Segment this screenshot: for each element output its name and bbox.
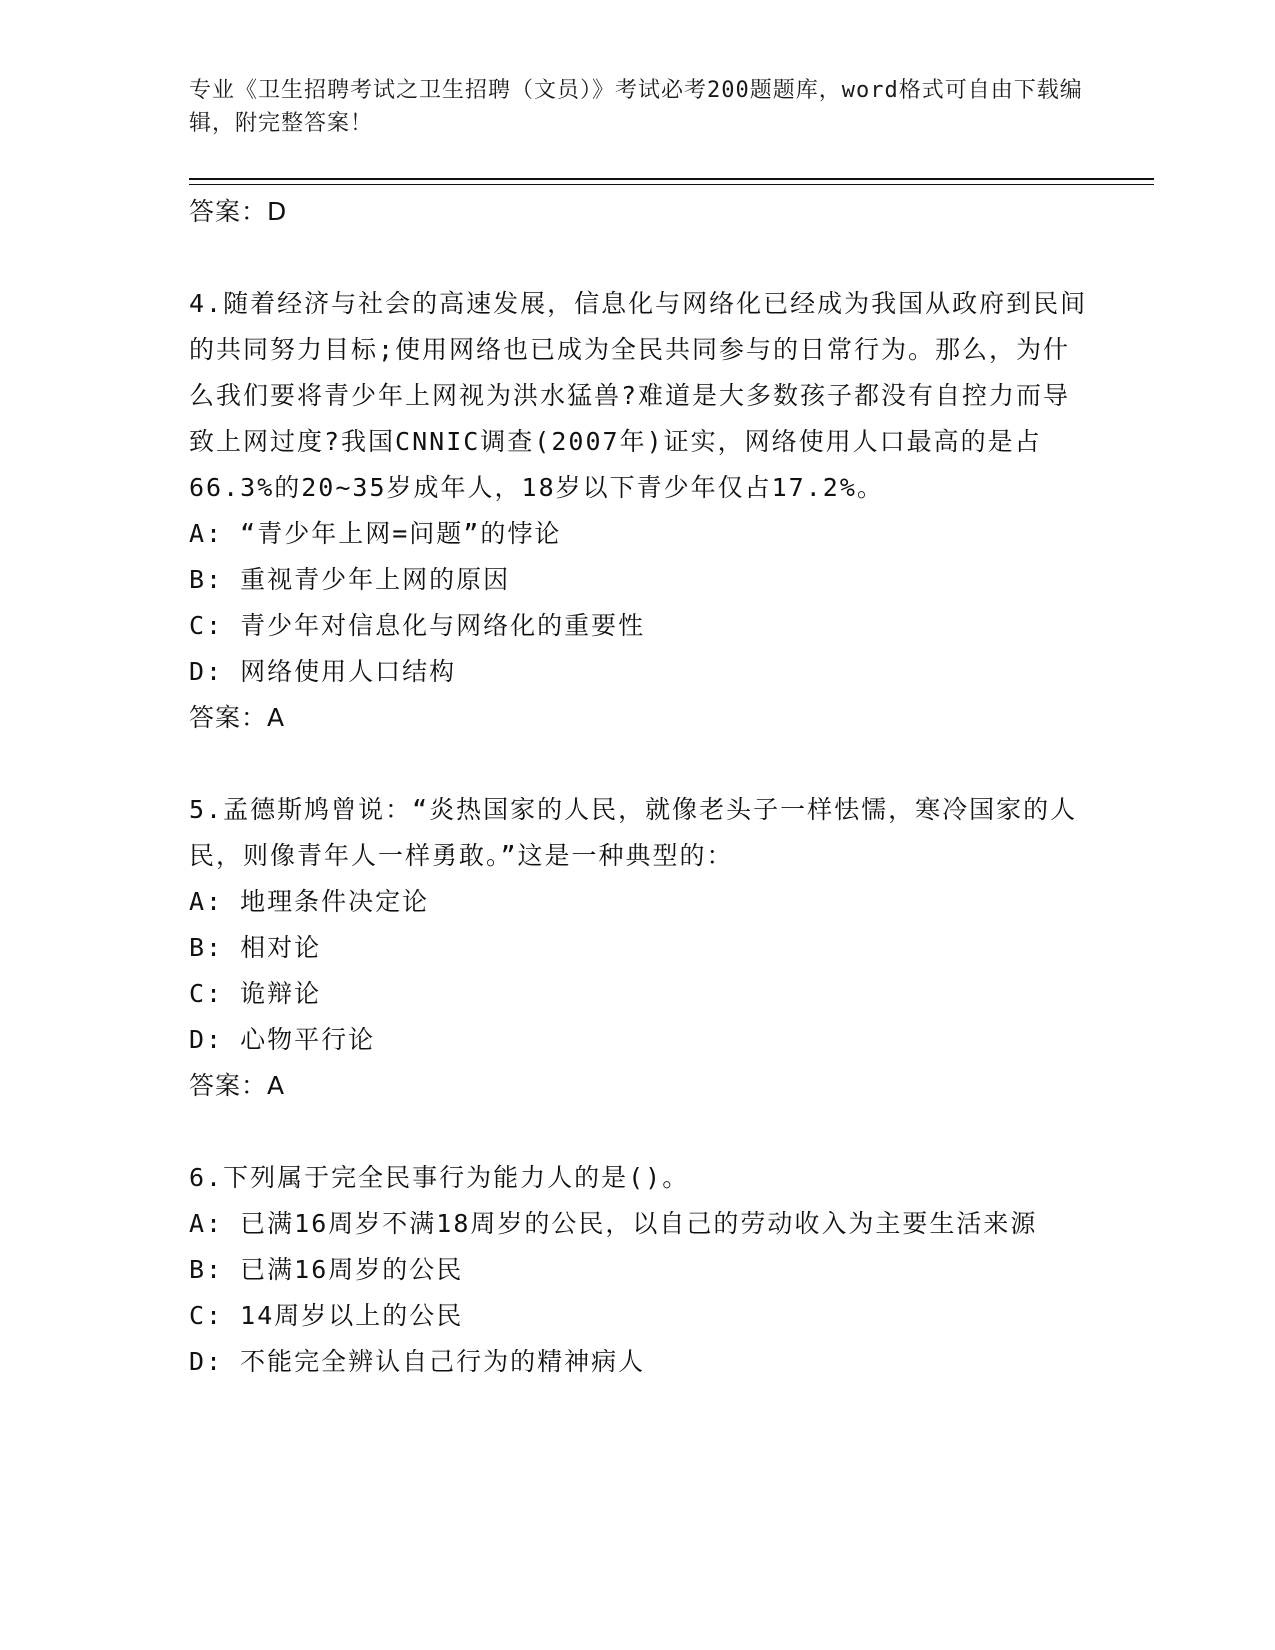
option-text: 青少年对信息化与网络化的重要性 bbox=[240, 611, 646, 640]
option-letter: B: bbox=[189, 933, 224, 962]
option-b bbox=[189, 1247, 1089, 1293]
option-letter: B: bbox=[189, 1255, 224, 1284]
spacer bbox=[189, 741, 1089, 787]
header-rule-thin bbox=[189, 184, 1154, 185]
option-d bbox=[189, 1339, 1089, 1385]
option-text: 已满16周岁的公民 bbox=[240, 1255, 464, 1284]
question-list bbox=[189, 189, 1089, 1385]
option-a bbox=[189, 879, 1089, 925]
spacer bbox=[189, 235, 1089, 281]
question-answer: 答案：A bbox=[189, 1071, 286, 1100]
option-b bbox=[189, 557, 1089, 603]
option-a bbox=[189, 511, 1089, 557]
question-answer: 答案：A bbox=[189, 703, 286, 732]
option-text: 诡辩论 bbox=[240, 979, 322, 1008]
option-text: 重视青少年上网的原因 bbox=[240, 565, 511, 594]
question-5 bbox=[189, 787, 1089, 1109]
option-c bbox=[189, 1293, 1089, 1339]
option-letter: B: bbox=[189, 565, 224, 594]
header-rule-thick bbox=[189, 178, 1154, 180]
previous-answer: 答案：D bbox=[189, 197, 288, 226]
option-text: 不能完全辨认自己行为的精神病人 bbox=[240, 1347, 646, 1376]
question-stem: 6.下列属于完全民事行为能力人的是()。 bbox=[189, 1163, 690, 1192]
page-header-title: 专业《卫生招聘考试之卫生招聘（文员）》考试必考200题题库，word格式可自由下载编辑，附完整答案！ bbox=[189, 78, 1083, 136]
option-c bbox=[189, 971, 1089, 1017]
option-d bbox=[189, 1017, 1089, 1063]
question-stem: 4.随着经济与社会的高速发展，信息化与网络化已经成为我国从政府到民间的共同努力目标;使用网络也已成为全民共同参与的日常行为。那么，为什么我们要将青少年上网视为洪水猛兽?难道是大多数孩子都没有自控力而导致上网过度?我国CNNIC调查(2007年)证实，网络使用人口最高的是占66.3%的20~35岁成年人，18岁以下青少年仅占17.2%。 bbox=[189, 289, 1088, 502]
spacer bbox=[189, 1109, 1089, 1155]
option-c bbox=[189, 603, 1089, 649]
question-stem: 5.孟德斯鸠曾说：“炎热国家的人民，就像老头子一样怯懦，寒冷国家的人民，则像青年人一样勇敢。”这是一种典型的： bbox=[189, 795, 1078, 870]
option-letter: C: bbox=[189, 611, 224, 640]
question-4 bbox=[189, 281, 1089, 741]
option-letter: C: bbox=[189, 979, 224, 1008]
option-letter: C: bbox=[189, 1301, 224, 1330]
option-letter: D: bbox=[189, 1347, 224, 1376]
option-letter: D: bbox=[189, 1025, 224, 1054]
option-letter: A: bbox=[189, 887, 224, 916]
option-text: 14周岁以上的公民 bbox=[240, 1301, 464, 1330]
option-text: 相对论 bbox=[240, 933, 322, 962]
option-letter: A: bbox=[189, 1209, 224, 1238]
option-text: 网络使用人口结构 bbox=[240, 657, 457, 686]
option-letter: D: bbox=[189, 657, 224, 686]
option-text: 已满16周岁不满18周岁的公民，以自己的劳动收入为主要生活来源 bbox=[240, 1209, 1038, 1238]
option-b bbox=[189, 925, 1089, 971]
option-d bbox=[189, 649, 1089, 695]
option-letter: A: bbox=[189, 519, 224, 548]
question-6 bbox=[189, 1155, 1089, 1385]
option-a bbox=[189, 1201, 1089, 1247]
option-text: 地理条件决定论 bbox=[240, 887, 430, 916]
option-text: “青少年上网=问题”的悖论 bbox=[240, 519, 562, 548]
option-text: 心物平行论 bbox=[240, 1025, 376, 1054]
